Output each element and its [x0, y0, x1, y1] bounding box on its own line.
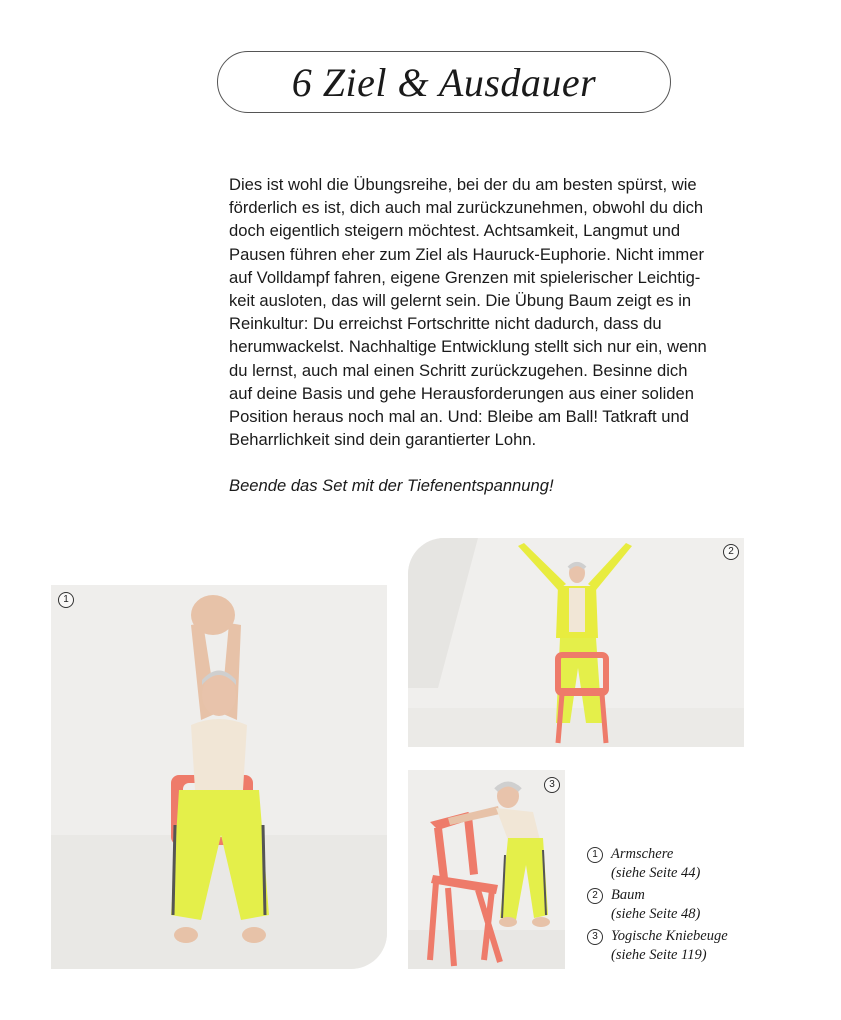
body-line: Beharrlichkeit sind dein garantierter Lohn.: [229, 430, 537, 450]
legend-number: 1: [587, 847, 603, 863]
photo-number-badge: 3: [544, 777, 560, 793]
legend-number: 3: [587, 929, 603, 945]
body-line: herumwackelst. Nachhaltige Entwicklung stellt sich nur ein, wenn: [229, 337, 707, 357]
legend-item: [587, 886, 827, 924]
photo-armschere: [51, 585, 387, 969]
body-line: Dies ist wohl die Übungsreihe, bei der du am besten spürst, wie: [229, 175, 697, 194]
body-line: Position heraus noch mal an. Und: Bleibe am Ball! Tatkraft und: [229, 407, 689, 427]
legend-page-ref: (siehe Seite 119): [611, 947, 707, 963]
photo-number-badge: 2: [723, 544, 739, 560]
body-line: auf deine Basis und gehe Herausforderungen aus einer soliden: [229, 383, 694, 403]
legend-item: [587, 845, 827, 883]
body-line: auf Volldampf fahren, eigene Grenzen mit spielerischer Leichtig-: [229, 267, 701, 287]
chapter-title: 6 Ziel & Ausdauer: [291, 59, 597, 105]
exercise-legend: [587, 845, 827, 968]
body-line: Reinkultur: Du erreichst Fortschritte nicht dadurch, dass du: [229, 314, 662, 334]
legend-page-ref: (siehe Seite 44): [611, 865, 701, 881]
legend-page-ref: (siehe Seite 48): [611, 906, 701, 922]
legend-exercise-name: Armschere: [611, 846, 674, 862]
photo-baum: [408, 538, 744, 747]
legend-exercise-name: Yogische Kniebeuge: [611, 928, 728, 944]
body-line: keit ausloten, das will gelernt sein. Die Übung Baum zeigt es in: [229, 291, 692, 311]
body-line: förderlich es ist, dich auch mal zurückzunehmen, obwohl du dich: [229, 198, 704, 218]
body-line: du lernst, auch mal einen Schritt zurückzugehen. Besinne dich: [229, 360, 688, 380]
chapter-title-box: [217, 51, 671, 113]
legend-exercise-name: Baum: [611, 887, 645, 903]
photo-number-badge: 1: [58, 592, 74, 608]
photo-yogische-kniebeuge: [408, 770, 565, 969]
body-line: doch eigentlich steigern möchtest. Achtsamkeit, Langmut und: [229, 221, 681, 241]
body-paragraph: [229, 173, 749, 451]
legend-item: [587, 927, 827, 965]
legend-number: 2: [587, 888, 603, 904]
closing-instruction: Beende das Set mit der Tiefenentspannung!: [229, 476, 554, 495]
body-line: Pausen führen eher zum Ziel als Hauruck-Euphorie. Nicht immer: [229, 244, 704, 264]
